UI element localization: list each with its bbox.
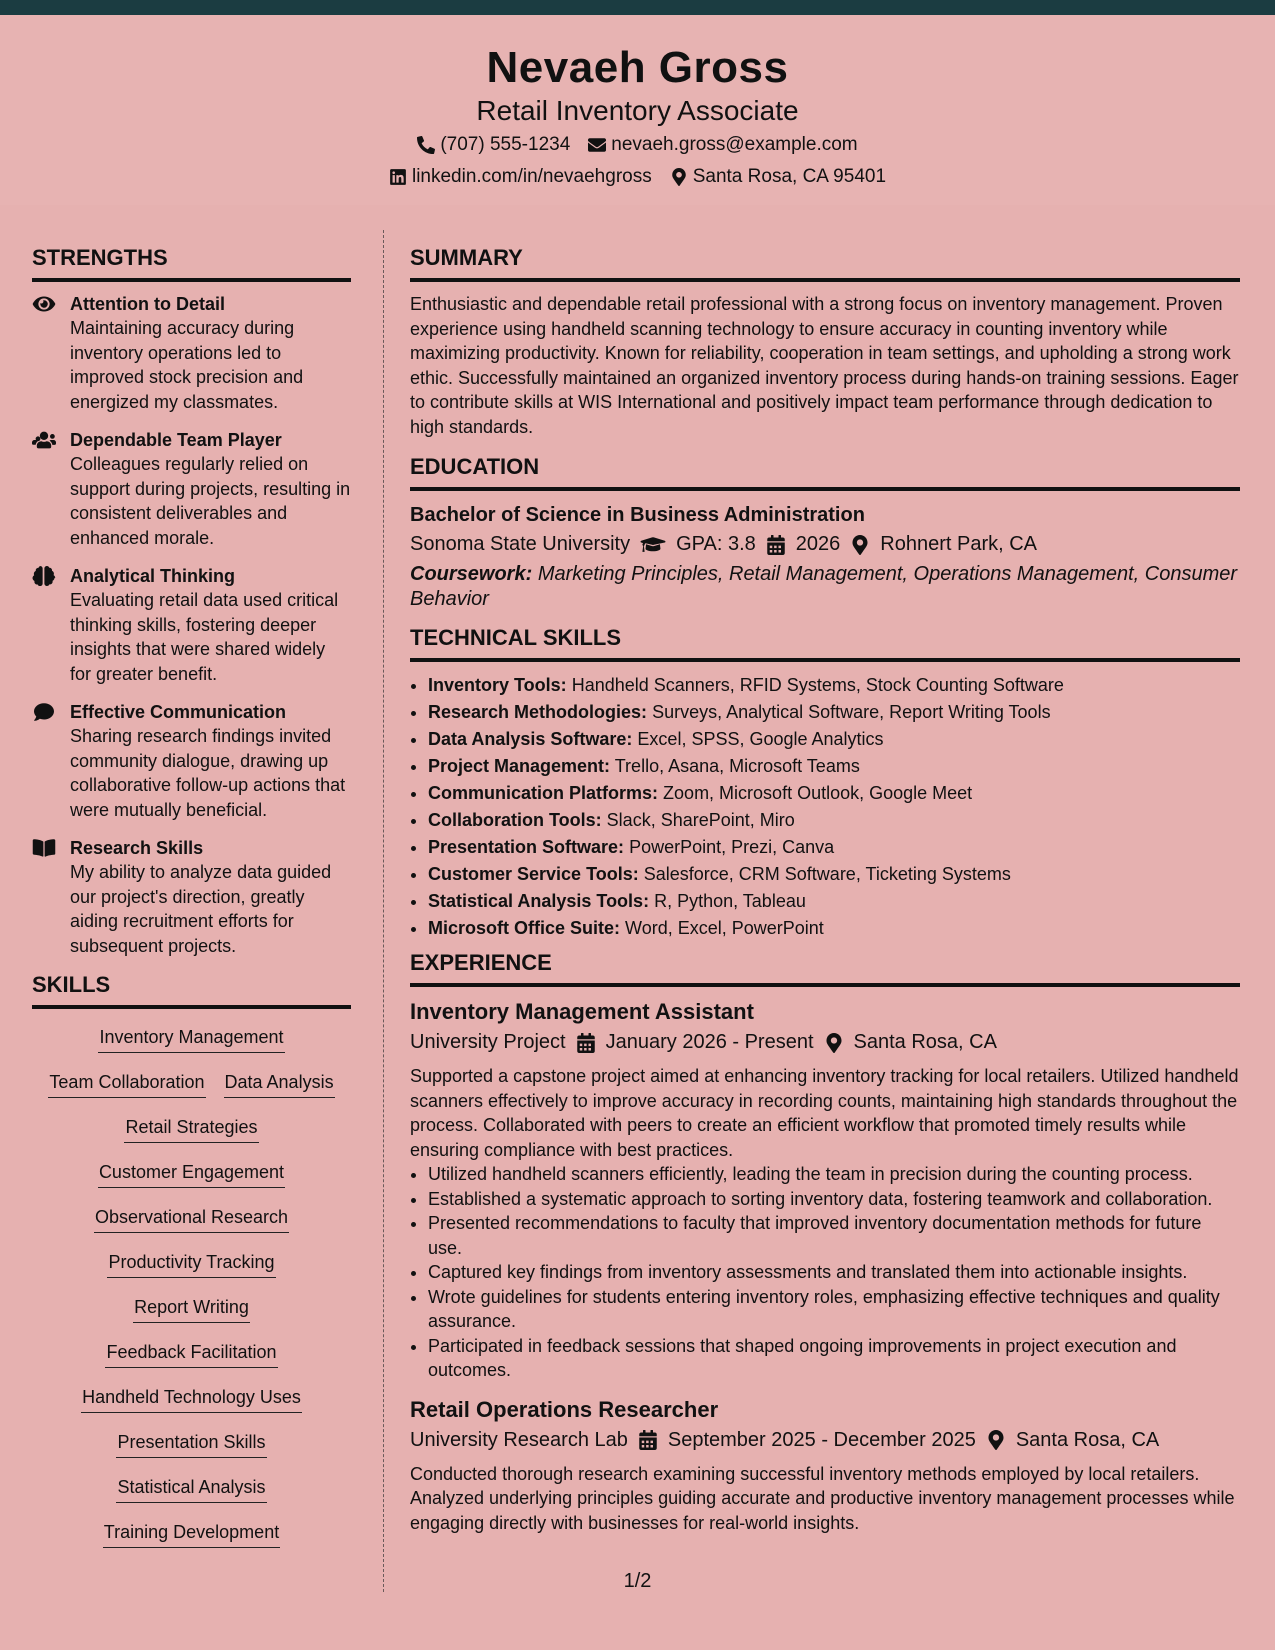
strengths-heading: STRENGTHS [32,245,351,282]
left-column [32,245,351,1563]
skill-tag: Statistical Analysis [116,1473,266,1503]
skill-tag: Data Analysis [224,1068,335,1098]
technical-skills-list [410,672,1240,942]
degree-title: Bachelor of Science in Business Administration [410,504,865,526]
job-meta [410,1425,1240,1456]
strength-title: Research Skills [70,838,204,858]
skill-category: Presentation Software: [428,837,625,857]
envelope-icon [588,136,606,154]
eye-icon [32,294,56,314]
job-location: Santa Rosa, CA [1015,1428,1160,1451]
map-marker-icon [670,168,688,186]
skill-category: Collaboration Tools: [428,810,602,830]
skill-values: Handheld Scanners, RFID Systems, Stock Counting Software [571,675,1064,695]
strength-item [32,836,351,958]
location-contact [670,166,886,188]
map-marker-icon [986,1430,1006,1450]
strength-desc: My ability to analyze data guided our project's direction, greatly aiding recruitment efforts for subsequent projects. [70,862,332,956]
strength-title: Effective Communication [70,702,287,722]
skills-list [32,1023,351,1563]
contact-row-1 [0,134,1275,156]
job-entry [410,1395,1240,1536]
summary-text: Enthusiastic and dependable retail professional with a strong focus on inventory management. Proven experience using handheld scanning technology to ensure accuracy in counting inventory while maximizing productivity. Known for reliability, cooperation in team settings, and upholding a strong work ethic. Successfully maintained an organized inventory process during hands-on training sessions. Eager to contribute skills at WIS International and positively impact team performance through dedication to high standards. [410,294,1239,437]
graduation-year: 2026 [795,533,841,555]
skill-tag: Retail Strategies [124,1113,258,1143]
skill-values: Excel, SPSS, Google Analytics [637,729,884,749]
skill-values: R, Python, Tableau [654,891,806,911]
list-item [428,807,1240,834]
strength-item [32,564,351,686]
brain-icon [32,566,56,586]
skills-heading: SKILLS [32,972,351,1009]
phone-number: (707) 555-1234 [440,134,571,155]
graduation-cap-icon [640,535,666,555]
skill-category: Microsoft Office Suite: [428,918,621,938]
linkedin-url[interactable]: linkedin.com/in/nevaehgross [411,166,652,187]
skill-tag: Handheld Technology Uses [81,1383,302,1413]
skill-values: PowerPoint, Prezi, Canva [629,837,835,857]
skill-tag: Feedback Facilitation [105,1338,277,1368]
calendar-icon [576,1033,596,1053]
coursework-label: Coursework: [410,563,533,585]
page-number: 1/2 [623,1570,652,1592]
contact-row-2 [0,166,1275,188]
skill-tag: Training Development [103,1518,280,1548]
strength-item [32,428,351,550]
list-item [428,915,1240,942]
strength-desc: Maintaining accuracy during inventory operations led to improved stock precision and energized my classmates. [70,318,304,412]
skill-values: Slack, SharePoint, Miro [606,810,795,830]
skill-category: Customer Service Tools: [428,864,639,884]
job-location: Santa Rosa, CA [853,1031,997,1053]
technical-skills-heading: TECHNICAL SKILLS [410,625,1240,662]
right-column [410,245,1240,1535]
skill-values: Trello, Asana, Microsoft Teams [614,756,860,776]
linkedin-icon [389,168,407,186]
job-title: Retail Operations Researcher [410,1396,719,1422]
skill-category: Statistical Analysis Tools: [428,891,650,911]
gpa-value: GPA: 3.8 [676,533,756,555]
job-dates: January 2026 - Present [605,1031,814,1053]
list-item: • Wrote guidelines for students entering inventory roles, emphasizing effective techniques and quality assurance. [428,1285,1240,1334]
skill-tag: Team Collaboration [48,1068,205,1098]
job-description: Supported a capstone project aimed at enhancing inventory tracking for local retailers. Utilized handheld scanners effectively to improve accuracy in recording counts, maintaining high standards throughout the process. Collaborated with peers to create an efficient workflow that promoted timely results while ensuring compliance with best practices. [410,1066,1239,1160]
skill-category: Data Analysis Software: [428,729,633,749]
skill-tag: Inventory Management [98,1023,284,1053]
skill-values: Surveys, Analytical Software, Report Writing Tools [652,702,1051,722]
coursework [410,562,1240,611]
strength-item [32,292,351,414]
list-item: • Established a systematic approach to sorting inventory data, fostering teamwork and collaboration. [428,1187,1240,1212]
job-entry [410,997,1240,1383]
candidate-title: Retail Inventory Associate [476,95,799,126]
strength-item [32,700,351,822]
list-item [428,780,1240,807]
coursework-list: Marketing Principles, Retail Management, Operations Management, Consumer Behavior [410,563,1238,610]
comment-icon [32,702,56,722]
summary-heading: SUMMARY [410,245,1240,282]
skill-tag: Productivity Tracking [107,1248,275,1278]
list-item [428,672,1240,699]
list-item [428,861,1240,888]
job-org: University Research Lab [410,1428,628,1451]
job-description: Conducted thorough research examining successful inventory methods employed by local retailers. Analyzed underlying principles guiding accurate and productive inventory management processes while engaging directly with businesses for real-world insights. [410,1463,1235,1533]
phone-contact [417,134,570,156]
strength-title: Dependable Team Player [70,430,282,450]
school-location: Rohnert Park, CA [880,533,1038,555]
school-name: Sonoma State University [410,533,631,555]
job-bullets [410,1162,1240,1383]
skill-category: Project Management: [428,756,611,776]
list-item: • Participated in feedback sessions that shaped ongoing improvements in project execution and outcomes. [428,1334,1240,1383]
skill-values: Word, Excel, PowerPoint [625,918,824,938]
skill-values: Zoom, Microsoft Outlook, Google Meet [663,783,973,803]
strength-desc: Colleagues regularly relied on support during projects, resulting in consistent deliverables and enhanced morale. [70,454,351,548]
strength-title: Analytical Thinking [70,566,236,586]
strength-desc: Evaluating retail data used critical thinking skills, fostering deeper insights that were shared widely for greater benefit. [70,590,339,684]
list-item: • Captured key findings from inventory assessments and translated them into actionable insights. [428,1260,1240,1285]
skill-category: Inventory Tools: [428,675,567,695]
book-open-icon [32,838,56,858]
list-item [428,699,1240,726]
map-marker-icon [850,535,870,555]
map-marker-icon [824,1033,844,1053]
job-title: Inventory Management Assistant [410,999,754,1024]
calendar-icon [766,535,786,555]
column-divider [383,230,384,1592]
users-icon [32,430,56,450]
skill-values: Salesforce, CRM Software, Ticketing Systems [643,864,1011,884]
email-address[interactable]: nevaeh.gross@example.com [611,134,858,155]
list-item: • Presented recommendations to faculty that improved inventory documentation methods for future use. [428,1211,1240,1260]
list-item: • Utilized handheld scanners efficiently, leading the team in precision during the counting process. [428,1162,1240,1187]
experience-heading: EXPERIENCE [410,950,1240,987]
list-item [428,753,1240,780]
skill-tag: Observational Research [94,1203,289,1233]
email-contact [588,134,857,156]
phone-icon [417,136,435,154]
strength-title: Attention to Detail [70,294,225,314]
candidate-name: Nevaeh Gross [486,43,789,92]
education-meta [410,529,1240,560]
strength-desc: Sharing research findings invited community dialogue, drawing up collaborative follow-up actions that were mutually beneficial. [70,726,346,820]
resume-header [0,15,1275,205]
skill-tag: Presentation Skills [116,1428,266,1458]
skill-tag: Customer Engagement [98,1158,285,1188]
location-text: Santa Rosa, CA 95401 [692,166,887,187]
education-heading: EDUCATION [410,454,1240,491]
list-item [428,888,1240,915]
job-dates: September 2025 - December 2025 [667,1428,976,1451]
top-accent-bar [0,0,1275,15]
list-item [428,834,1240,861]
linkedin-contact [389,166,652,188]
calendar-icon [638,1430,658,1450]
list-item [428,726,1240,753]
skill-category: Communication Platforms: [428,783,659,803]
job-meta [410,1027,1240,1058]
skill-category: Research Methodologies: [428,702,648,722]
skill-tag: Report Writing [133,1293,250,1323]
job-org: University Project [410,1031,566,1053]
